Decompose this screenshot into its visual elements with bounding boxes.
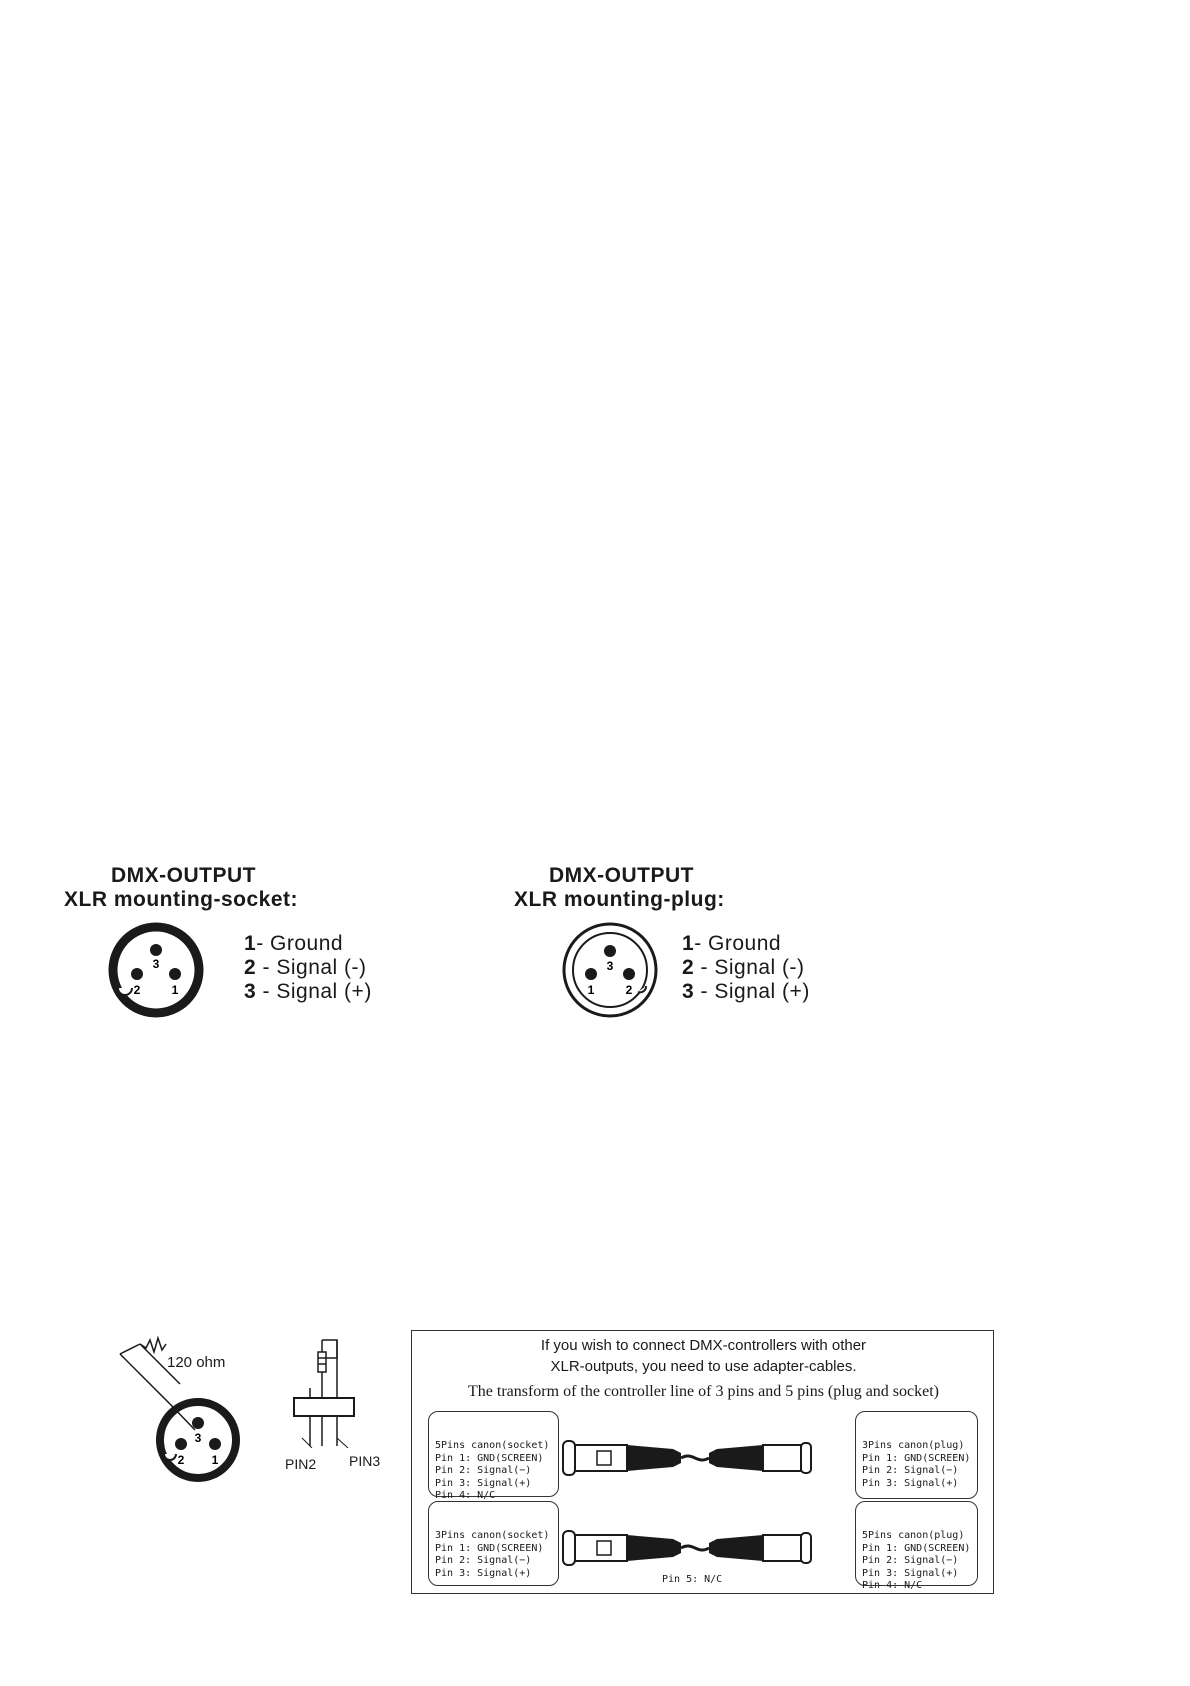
connector-block — [294, 1398, 354, 1416]
bottom-left-info-box: 3Pins canon(socket) Pin 1: GND(SCREEN) Pin 2: Signal(−) Pin 3: Signal(+) — [428, 1501, 559, 1586]
socket-pin-row-2: 2 - Signal (-) — [244, 956, 367, 979]
plug-pin-3 — [604, 945, 616, 957]
top-adapter-cable — [563, 1441, 811, 1475]
socket-pin-row-1: 1- Ground — [244, 932, 344, 955]
bottom-adapter-cable — [563, 1531, 811, 1565]
plug-pin-row-3: 3 - Signal (+) — [682, 980, 810, 1003]
terminator-pin-label-2: 2 — [177, 1453, 185, 1467]
top-right-info-box: 3Pins canon(plug) Pin 1: GND(SCREEN) Pin 2: Signal(−) Pin 3: Signal(+) — [855, 1411, 978, 1499]
xlr-socket-diagram — [104, 918, 208, 1022]
terminator-pin-label-1: 1 — [211, 1453, 219, 1467]
adapter-cable-drawings — [557, 1415, 857, 1587]
resistor-lead-outer — [120, 1354, 170, 1404]
terminator-pin-1 — [209, 1438, 221, 1450]
adapter-heading: The transform of the controller line of 3 pins and 5 pins (plug and socket) — [468, 1383, 939, 1400]
pin2-label: PIN2 — [285, 1456, 317, 1472]
plug-pin-label-1: 1 — [587, 983, 595, 997]
resistor-body — [318, 1352, 326, 1372]
adapter-intro-line2: XLR-outputs, you need to use adapter-cables. — [550, 1358, 857, 1375]
adapter-cable-panel — [411, 1330, 994, 1594]
plug-pin-row-2: 2 - Signal (-) — [682, 956, 805, 979]
socket-key-notch — [118, 988, 132, 995]
bottom-right-info-box: 5Pins canon(plug) Pin 1: GND(SCREEN) Pin 2: Signal(−) Pin 3: Signal(+) Pin 4: N/C — [855, 1501, 978, 1586]
adapter-footer-note: Pin 5: N/C — [662, 1574, 723, 1585]
xlr-plug-diagram — [558, 918, 662, 1022]
socket-pin-label-1: 1 — [171, 983, 179, 997]
plug-pin-row-1: 1- Ground — [682, 932, 782, 955]
plug-title: DMX-OUTPUT — [549, 864, 694, 887]
terminator-pin-3 — [192, 1417, 204, 1429]
plug-subtitle: XLR mounting-plug: — [514, 888, 725, 911]
socket-subtitle: XLR mounting-socket: — [64, 888, 298, 911]
socket-pin-list — [244, 932, 372, 1004]
resistor-zigzag — [140, 1338, 166, 1352]
socket-pin-1 — [169, 968, 181, 980]
plug-pin-label-3: 3 — [606, 959, 614, 973]
terminator-pin-2 — [175, 1438, 187, 1450]
socket-title: DMX-OUTPUT — [111, 864, 256, 887]
socket-pin-row-3: 3 - Signal (+) — [244, 980, 372, 1003]
terminator-solder-diagram — [282, 1338, 392, 1448]
pin3-label: PIN3 — [349, 1453, 381, 1469]
plug-pin-1 — [585, 968, 597, 980]
terminator-pin-label-3: 3 — [194, 1431, 202, 1445]
top-left-info-box: 5Pins canon(socket) Pin 1: GND(SCREEN) Pin 2: Signal(−) Pin 3: Signal(+) Pin 4: N/C — [428, 1411, 559, 1497]
plug-pin-2 — [623, 968, 635, 980]
socket-pin-label-2: 2 — [133, 983, 141, 997]
resistor-label: 120 ohm — [167, 1354, 226, 1371]
plug-pin-list — [682, 932, 810, 1004]
adapter-intro-line1: If you wish to connect DMX-controllers with other — [540, 1337, 867, 1354]
socket-pin-3 — [150, 944, 162, 956]
socket-pin-label-3: 3 — [152, 957, 160, 971]
socket-pin-2 — [131, 968, 143, 980]
plug-pin-label-2: 2 — [625, 983, 633, 997]
